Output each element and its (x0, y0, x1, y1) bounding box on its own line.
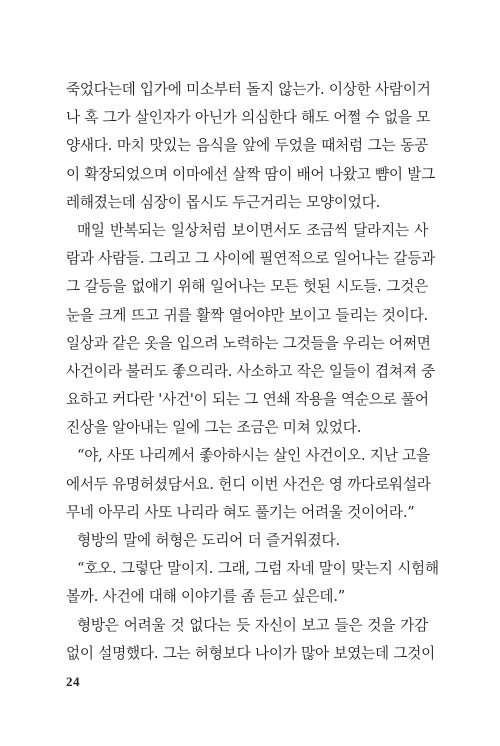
page-number: 24 (66, 674, 80, 689)
text-line: “호오. 그렇단 말이지. 그래, 그럼 자네 말이 맞는지 시험해 (77, 560, 439, 578)
text-line: 레해졌는데 심장이 몹시도 두근거리는 모양이었다. (66, 193, 381, 211)
text-line: 매일 반복되는 일상처럼 보이면서도 조금씩 달라지는 사 (77, 221, 428, 239)
text-line: 에서두 유명허셨담서요. 헌디 이번 사건은 영 까다로워설라 (66, 475, 431, 493)
text-line: “야, 사또 나리께서 좋아하시는 살인 사건이오. 지난 고을 (77, 447, 430, 465)
text-line: 진상을 알아내는 일에 그는 조금은 미쳐 있었다. (66, 419, 362, 437)
text-line: 그 갈등을 없애기 위해 일어나는 모든 헛된 시도들. 그것은 (66, 278, 428, 296)
text-line: 볼까. 사건에 대해 이야기를 좀 듣고 싶은데.” (66, 588, 346, 606)
text-line: 양새다. 마치 맛있는 음식을 앞에 두었을 때처럼 그는 동공 (66, 137, 428, 155)
text-line: 형방의 말에 허형은 도리어 더 즐거워졌다. (77, 532, 340, 549)
text-line: 나 혹 그가 살인자가 아닌가 의심한다 해도 어쩔 수 없을 모 (66, 109, 431, 127)
body-text (66, 76, 439, 668)
text-line: 없이 설명했다. 그는 허형보다 나이가 많아 보였는데 그것이 (66, 644, 436, 662)
text-line: 형방은 어려울 것 없다는 듯 자신이 보고 들은 것을 가감 (77, 616, 428, 634)
text-line: 사건이라 불러도 좋으리라. 사소하고 작은 일들이 겹쳐져 중 (66, 362, 436, 380)
text-line: 요하고 커다란 '사건'이 되는 그 연쇄 작용을 역순으로 풀어 (66, 391, 429, 409)
text-line: 눈을 크게 뜨고 귀를 활짝 열어야만 보이고 들리는 것이다. (66, 306, 428, 324)
text-line: 무네 아무리 사또 나리라 혀도 풀기는 어려울 것이어라.” (66, 503, 415, 521)
text-line: 일상과 같은 옷을 입으려 노력하는 그것들을 우리는 어쩌면 (66, 334, 431, 352)
text-line: 죽었다는데 입가에 미소부터 돌지 않는가. 이상한 사람이거 (66, 81, 431, 98)
text-line: 이 확장되었으며 이마에선 살짝 땀이 배어 나왔고 뺨이 발그 (66, 165, 436, 183)
text-line: 람과 사람들. 그리고 그 사이에 필연적으로 일어나는 갈등과 (66, 250, 436, 268)
